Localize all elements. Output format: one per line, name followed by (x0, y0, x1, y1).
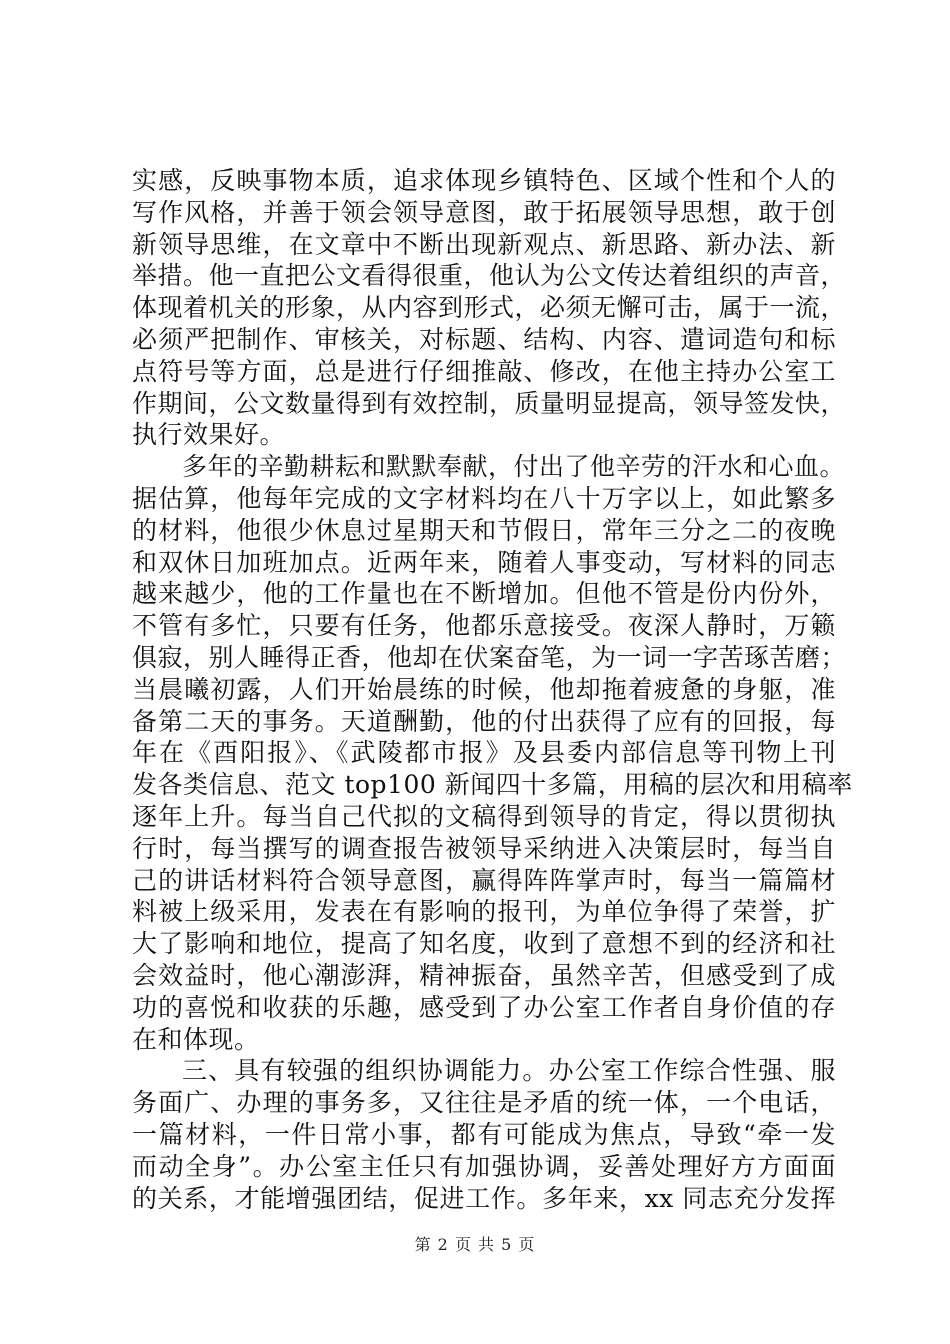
text-line: 在和体现。 (132, 1024, 260, 1054)
text-line: 功的喜悦和收获的乐趣，感受到了办公室工作者自身价值的存 (132, 992, 836, 1022)
text-line: 体现着机关的形象，从内容到形式，必须无懈可击，属于一流， (132, 293, 847, 323)
text-line: 一篇材料，一件日常小事，都有可能成为焦点，导致“牵一发 (132, 1119, 836, 1149)
text-line: 举措。他一直把公文看得很重，他认为公文传达着组织的声音， (132, 261, 847, 291)
text-line: 点符号等方面，总是进行仔细推敲、修改，在他主持办公室工 (132, 356, 836, 386)
text-line: 不管有多忙，只要有任务，他都乐意接受。夜深人静时，万籁 (132, 611, 836, 641)
text-line: 而动全身”。办公室主任只有加强协调，妥善处理好方方面面 (132, 1151, 836, 1181)
text-line: 发各类信息、范文 top100 新闻四十多篇，用稿的层次和用稿率 (132, 770, 853, 800)
text-line: 务面广、办理的事务多，又往往是矛盾的统一体，一个电话， (132, 1088, 836, 1118)
page-number-footer: 第 2 页 共 5 页 (414, 1235, 536, 1254)
text-line: 越来越少，他的工作量也在不断增加。但他不管是份内份外， (132, 579, 836, 609)
text-line: 年在《酉阳报》、《武陵都市报》及县委内部信息等刊物上刊 (132, 738, 836, 768)
paragraph-start-line: 三、具有较强的组织协调能力。办公室工作综合性强、服 (182, 1056, 836, 1086)
text-line: 俱寂，别人睡得正香，他却在伏案奋笔，为一词一字苦琢苦磨； (132, 642, 847, 672)
text-line: 作期间，公文数量得到有效控制，质量明显提高，领导签发快， (132, 388, 847, 418)
text-line: 据估算，他每年完成的文字材料均在八十万字以上，如此繁多 (132, 483, 836, 513)
text-line: 的关系，才能增强团结，促进工作。多年来，xx 同志充分发挥 (132, 1183, 836, 1213)
text-line: 料被上级采用，发表在有影响的报刊，为单位争得了荣誉，扩 (132, 897, 836, 927)
text-line: 当晨曦初露，人们开始晨练的时候，他却拖着疲惫的身躯，准 (132, 674, 836, 704)
text-line: 写作风格，并善于领会领导意图，敢于拓展领导思想，敢于创 (132, 197, 836, 227)
text-line: 和双休日加班加点。近两年来，随着人事变动，写材料的同志 (132, 547, 836, 577)
text-line: 会效益时，他心潮澎湃，精神振奋，虽然辛苦，但感受到了成 (132, 960, 836, 990)
text-line: 必须严把制作、审核关，对标题、结构、内容、遣词造句和标 (132, 324, 836, 354)
body-text (132, 165, 853, 1214)
text-line: 己的讲话材料符合领导意图，赢得阵阵掌声时，每当一篇篇材 (132, 865, 836, 895)
text-line: 行时，每当撰写的调查报告被领导采纳进入决策层时，每当自 (132, 833, 836, 863)
text-line: 执行效果好。 (132, 420, 286, 450)
text-line: 大了影响和地位，提高了知名度，收到了意想不到的经济和社 (132, 929, 836, 959)
text-line: 实感，反映事物本质，追求体现乡镇特色、区域个性和个人的 (132, 166, 836, 195)
text-line: 逐年上升。每当自己代拟的文稿得到领导的肯定，得以贯彻执 (132, 801, 836, 831)
text-line: 备第二天的事务。天道酬勤，他的付出获得了应有的回报，每 (132, 706, 836, 736)
text-line: 的材料，他很少休息过星期天和节假日，常年三分之二的夜晚 (132, 515, 836, 545)
text-line: 新领导思维，在文章中不断出现新观点、新思路、新办法、新 (132, 229, 836, 259)
paragraph-start-line: 多年的辛勤耕耘和默默奉献，付出了他辛劳的汗水和心血。 (182, 452, 846, 482)
